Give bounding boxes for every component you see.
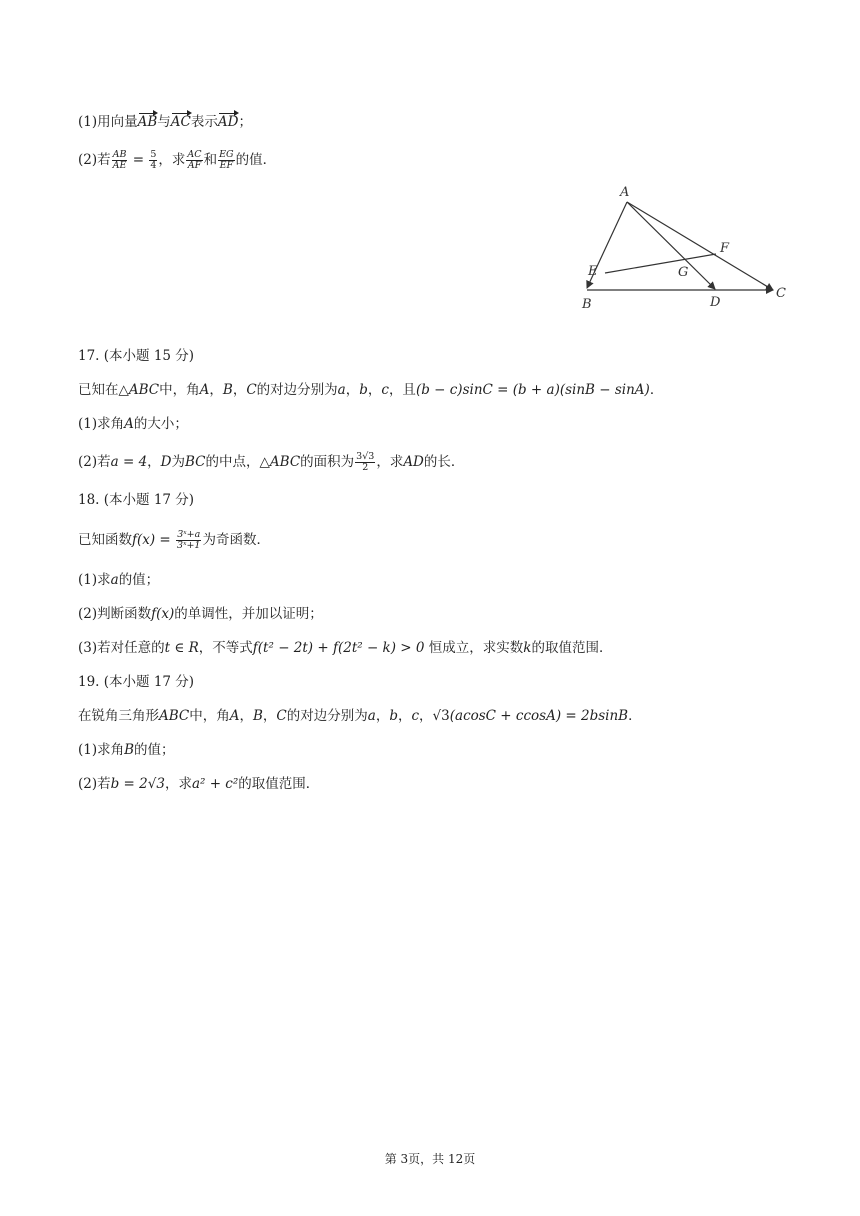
q19-stem: 在锐角三角形ABC中，角A，B，C的对边分别为a，b，c，√3(acosC + ccosA) = 2bsinB． (78, 708, 642, 724)
q19-header: 19. (本小题 17 分) (78, 674, 195, 690)
segment-ef (605, 254, 716, 273)
q17-part1: (1)求角A的大小； (78, 416, 188, 432)
q17-header: 17. (本小题 15 分) (78, 348, 195, 364)
q17-part2: (2)若a = 4，D为BC的中点，△ABC的面积为 $\frac{3√3}{2}$ ，求AD的长． (78, 451, 465, 473)
label-c: C (776, 286, 786, 301)
q19-part2: (2)若b = 2√3，求a² + c²的取值范围． (78, 776, 320, 792)
segment-ad (627, 202, 715, 289)
q16-part2: (2)若 $\frac{AB}{AE}$ = $\frac{5}{4}$ ，求 $\frac{AC}{AF}$ 和 $\frac{EG}{EF}$ 的值． (78, 149, 277, 171)
fraction-ab-ae: $\frac{AB}{AE}$ (112, 149, 127, 171)
fraction-eg-ef: $\frac{EG}{EF}$ (219, 149, 234, 171)
q18-header: 18. (本小题 17 分) (78, 492, 195, 508)
page-footer: 第 3页，共 12页 (384, 1152, 476, 1166)
q18-part2: (2)判断函数f(x)的单调性，并加以证明； (78, 606, 323, 622)
vector-ac: AC (170, 114, 191, 130)
fraction-area: $\frac{3√3}{2}$ (356, 451, 375, 473)
label-f: F (720, 241, 730, 256)
label-e: E (588, 264, 598, 279)
q19-equation: (acosC + ccosA) = 2bsinB (449, 708, 629, 724)
label-b: B (582, 297, 592, 312)
fraction-ac-af: $\frac{AC}{AF}$ (187, 149, 202, 171)
label-a: A (620, 185, 630, 200)
label-g: G (678, 265, 689, 280)
label-d: D (710, 295, 721, 310)
vector-ab: AB (137, 114, 158, 130)
fraction-5-4: $\frac{5}{4}$ (150, 149, 157, 171)
q16-part1: (1)用向量AB与AC表示AD； (78, 114, 252, 130)
vector-ad: AD (217, 114, 239, 130)
q17-equation: (b − c)sinC = (b + a)(sinB − sinA) (415, 382, 650, 398)
q18-part3: (3)若对任意的t ∈ R，不等式f(t² − 2t) + f(2t² − k) > 0 恒成立，求实数k的取值范围． (78, 640, 613, 656)
fraction-function: $\frac{\text{3ˣ+a}}{\text{3ˣ+1}}$ (177, 529, 201, 551)
q18-part1: (1)求a的值； (78, 572, 160, 588)
q19-part1: (1)求角B的值； (78, 742, 175, 758)
triangle-figure (570, 180, 800, 320)
q17-stem: 已知在△ABC中，角A，B，C的对边分别为a，b，c，且(b − c)sinC = (b + a)(sinB − sinA)． (78, 382, 664, 398)
segment-ac (627, 202, 773, 290)
q18-stem: 已知函数f(x) = $\frac{\text{3ˣ+a}}{\text{3ˣ+1}}$ 为奇函数． (78, 529, 270, 551)
